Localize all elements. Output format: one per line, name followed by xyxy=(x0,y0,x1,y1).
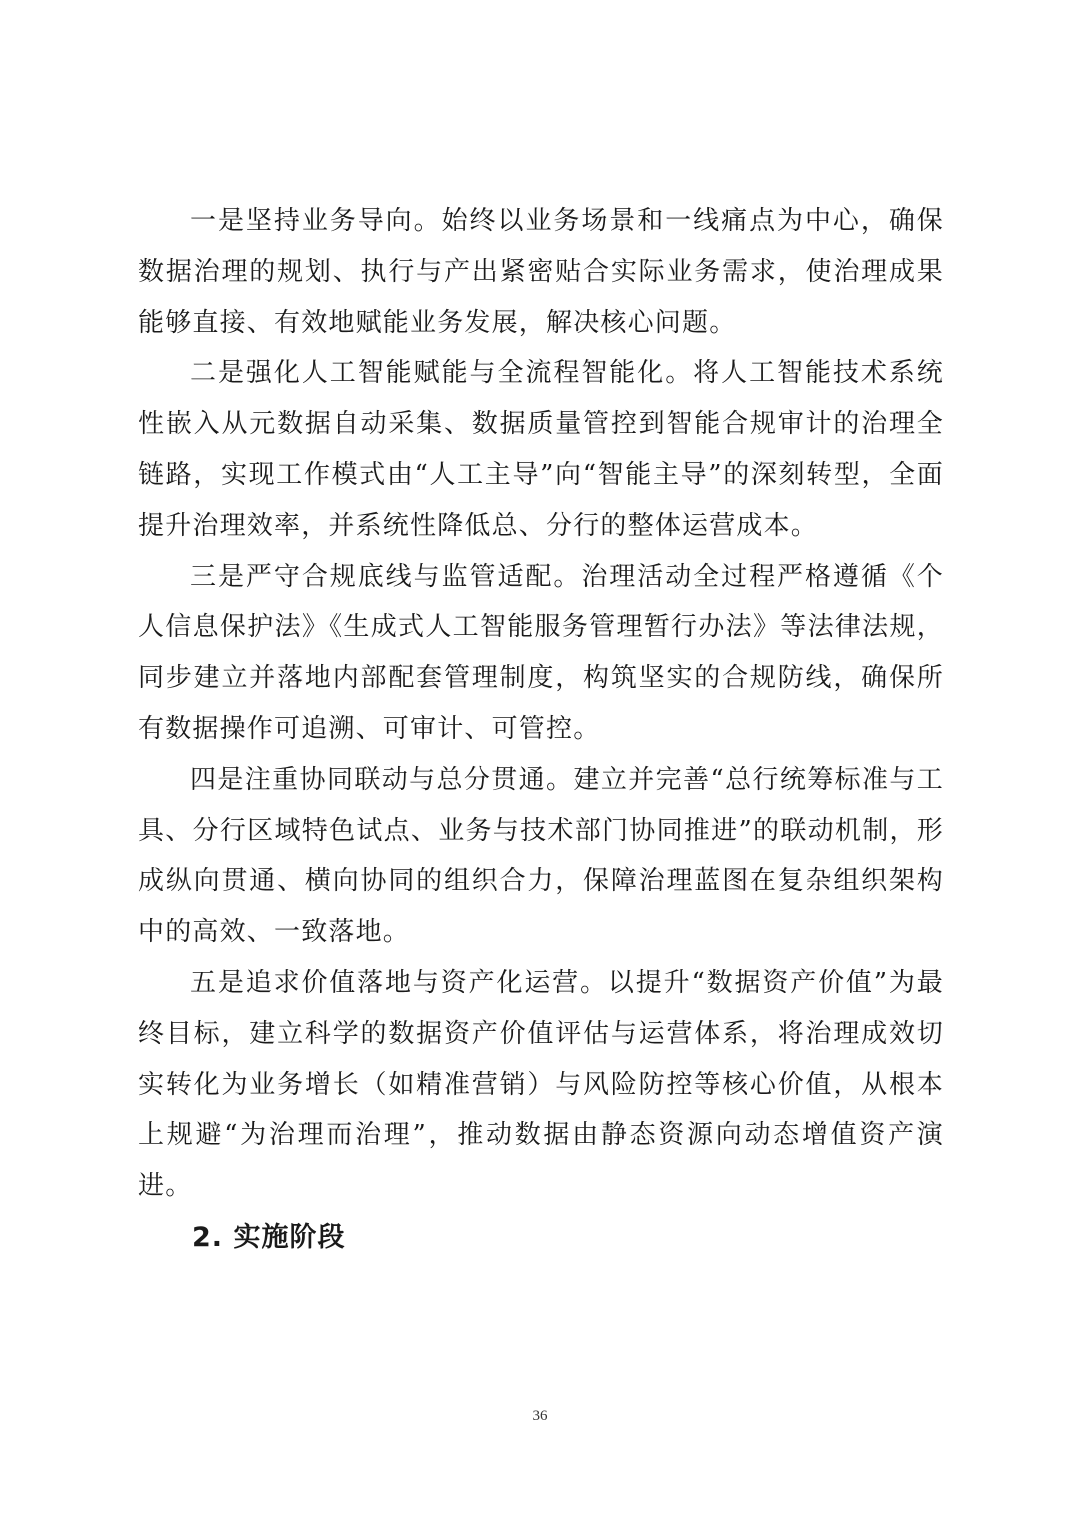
paragraph-coordination: 四是注重协同联动与总分贯通。建立并完善“总行统筹标准与工具、分行区域特色试点、业务与技术部门协同推进”的联动机制，形成纵向贯通、横向协同的组织合力，保障治理蓝图在复杂组织架构中的高效、一致落地。 xyxy=(138,764,944,948)
page-number: 36 xyxy=(532,1408,548,1424)
paragraph-business-orientation: 一是坚持业务导向。始终以业务场景和一线痛点为中心，确保数据治理的规划、执行与产出紧密贴合实际业务需求，使治理成果能够直接、有效地赋能业务发展，解决核心问题。 xyxy=(138,206,944,338)
paragraph-ai-empowerment: 二是强化人工智能赋能与全流程智能化。将人工智能技术系统性嵌入从元数据自动采集、数据质量管控到智能合规审计的治理全链路，实现工作模式由“人工主导”向“智能主导”的深刻转型，全面提升治理效率，并系统性降低总、分行的整体运营成本。 xyxy=(138,358,944,541)
paragraph-value-realization: 五是追求价值落地与资产化运营。以提升“数据资产价值”为最终目标，建立科学的数据资产价值评估与运营体系，将治理成效切实转化为业务增长（如精准营销）与风险防控等核心价值，从根本上规避“为治理而治理”，推动数据由静态资源向动态增值资产演进。 xyxy=(138,967,944,1202)
section-heading: 2. 实施阶段 xyxy=(192,1221,346,1253)
paragraph-compliance: 三是严守合规底线与监管适配。治理活动全过程严格遵循《个人信息保护法》《生成式人工智能服务管理暂行办法》等法律法规，同步建立并落地内部配套管理制度，构筑坚实的合规防线，确保所有数据操作可追溯、可审计、可管控。 xyxy=(138,561,944,744)
document-body xyxy=(138,196,944,1264)
